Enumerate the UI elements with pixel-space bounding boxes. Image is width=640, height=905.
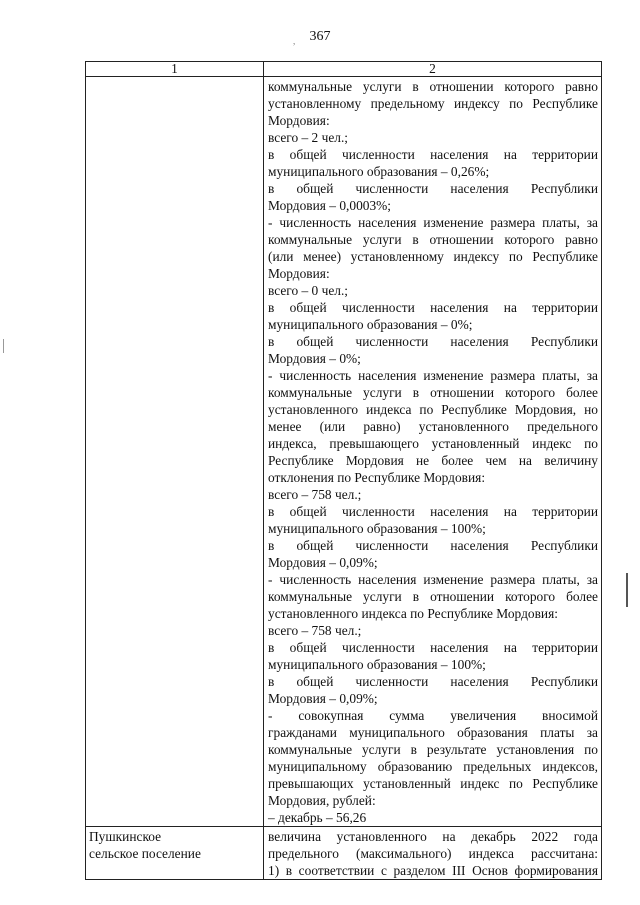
pushkinskoe-text-cell <box>264 827 602 880</box>
text-line: в общей численности населения на территории <box>268 504 598 519</box>
text-line: коммунальные услуги в отношении которого более <box>268 589 598 604</box>
text-line: установленного индекса по Республике Мордовия, но <box>268 402 598 417</box>
text-line: - численность населения изменение размера платы, за <box>268 368 598 383</box>
header-col-2: 2 <box>264 62 602 77</box>
text-line: в общей численности населения Республики <box>268 181 598 196</box>
settlement-name-line-2: сельское поселение <box>89 846 201 861</box>
text-line: Мордовия – 0%; <box>268 351 361 366</box>
text-line: Мордовия – 0,09%; <box>268 555 378 570</box>
table-row-continuation <box>86 77 602 827</box>
text-line: индекса, превышающего установленный индекс по <box>268 436 598 451</box>
text-line: Мордовия: <box>268 113 330 128</box>
text-line: величина установленного на декабрь 2022 года <box>268 829 598 844</box>
text-line: установленного индекса по Республике Мордовия: <box>268 606 558 621</box>
page-number: 367 <box>309 29 331 44</box>
text-line: – декабрь – 56,26 <box>268 810 367 825</box>
text-line: предельного (максимального) индекса рассчитана: <box>268 846 598 861</box>
text-line: коммунальные услуги в отношении которого равно <box>268 79 598 94</box>
text-line: коммунальные услуги в результате установления по <box>268 742 598 757</box>
text-line: отклонения по Республике Мордовия: <box>268 470 486 485</box>
text-line: коммунальные услуги в отношении которого равно <box>268 232 598 247</box>
text-line: в общей численности населения Республики <box>268 674 598 689</box>
text-line: муниципальному образованию предельных индексов, <box>268 759 598 774</box>
table-row-pushkinskoe <box>86 827 602 880</box>
text-line: в общей численности населения Республики <box>268 334 598 349</box>
table-header-row <box>86 62 602 77</box>
text-line: установленному предельному индексу по Республике <box>268 96 598 111</box>
text-line: - численность населения изменение размера платы, за <box>268 215 598 230</box>
text-line: муниципального образования – 100%; <box>268 657 486 672</box>
text-line: гражданами муниципального образования платы за <box>268 725 598 740</box>
text-line: муниципального образования – 0,26%; <box>268 164 490 179</box>
text-line: Мордовия, рублей: <box>268 793 376 808</box>
text-line: (или менее) установленному индексу по Республике <box>268 249 598 264</box>
text-line: муниципального образования – 100%; <box>268 521 486 536</box>
text-line: менее (или равно) установленного предельного <box>268 419 598 434</box>
scan-mark: , <box>293 36 296 46</box>
text-line: всего – 758 чел.; <box>268 623 362 638</box>
pushkinskoe-name-cell <box>86 827 264 880</box>
text-line: в общей численности населения на территории <box>268 300 598 315</box>
scan-margin-mark <box>626 573 628 607</box>
text-line: Мордовия: <box>268 266 330 281</box>
text-line: коммунальные услуги в отношении которого более <box>268 385 598 400</box>
header-col-1: 1 <box>86 62 264 77</box>
text-line: - численность населения изменение размера платы, за <box>268 572 598 587</box>
indices-table <box>85 61 602 880</box>
continuation-text-cell <box>264 77 602 827</box>
text-line: Республике Мордовия не более чем на величину <box>268 453 598 468</box>
scan-edge-mark <box>3 339 4 353</box>
text-line: всего – 758 чел.; <box>268 487 362 502</box>
settlement-name-line-1: Пушкинское <box>89 829 162 844</box>
text-line: муниципального образования – 0%; <box>268 317 473 332</box>
text-line: в общей численности населения на территории <box>268 640 598 655</box>
text-line: 1) в соответствии с разделом III Основ формирования <box>268 863 598 878</box>
text-line: в общей численности населения Республики <box>268 538 598 553</box>
text-line: Мордовия – 0,0003%; <box>268 198 392 213</box>
text-line: Мордовия – 0,09%; <box>268 691 378 706</box>
text-line: - совокупная сумма увеличения вносимой <box>268 708 598 723</box>
text-line: в общей численности населения на территории <box>268 147 598 162</box>
text-line: превышающих установленный индекс по Республике <box>268 776 598 791</box>
continuation-name-cell <box>86 77 264 827</box>
text-line: всего – 0 чел.; <box>268 283 349 298</box>
text-line: всего – 2 чел.; <box>268 130 349 145</box>
